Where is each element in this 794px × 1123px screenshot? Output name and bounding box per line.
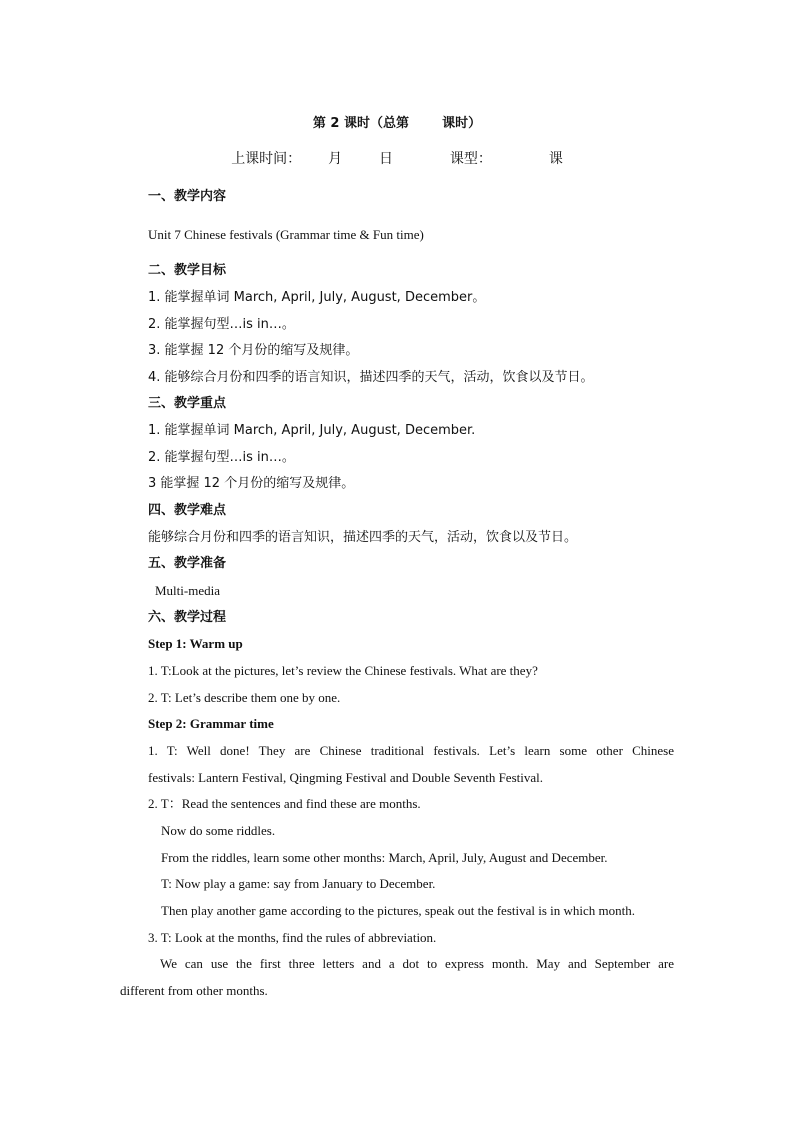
lesson-title	[0, 115, 794, 133]
goal-item: 2. 能掌握句型…is in…。	[148, 317, 295, 332]
step-2-item-3-paragraph-line-1: We can use the first three letters and a dot to express month. May and September are	[160, 956, 674, 971]
goal-item: 1. 能掌握单词 March, April, July, August, December。	[148, 290, 486, 305]
step-2-item-2-subline: Now do some riddles.	[161, 823, 276, 838]
preparation-text: Multi-media	[155, 583, 220, 598]
step-2-item-2-subline: From the riddles, learn some other months: March, April, July, August and December.	[161, 850, 608, 865]
step-1-line: 1. T:Look at the pictures, let’s review the Chinese festivals. What are they?	[148, 663, 538, 678]
focus-item: 2. 能掌握句型…is in…。	[148, 450, 295, 465]
meta-month: 月	[328, 151, 343, 167]
step-2-item-2-subline: T: Now play a game: say from January to December.	[161, 876, 436, 891]
section-heading-goals: 二、教学目标	[148, 263, 227, 278]
step-1-title: Step 1: Warm up	[148, 636, 243, 651]
step-2-item-3-paragraph-line-2: different from other months.	[120, 983, 268, 998]
content-text: Unit 7 Chinese festivals (Grammar time & Fun time)	[148, 227, 424, 242]
step-2-item-3-line: 3. T: Look at the months, find the rules of abbreviation.	[148, 930, 437, 945]
step-2-title: Step 2: Grammar time	[148, 716, 274, 731]
lesson-meta	[0, 150, 794, 168]
section-heading-content: 一、教学内容	[148, 189, 227, 204]
section-heading-difficulty: 四、教学难点	[148, 503, 227, 518]
focus-item: 1. 能掌握单词 March, April, July, August, December.	[148, 423, 476, 438]
goal-item: 4. 能够综合月份和四季的语言知识，描述四季的天气，活动，饮食以及节日。	[148, 370, 594, 385]
step-1-line: 2. T: Let’s describe them one by one.	[148, 690, 341, 705]
goal-item: 3. 能掌握 12 个月份的缩写及规律。	[148, 343, 359, 358]
focus-item: 3 能掌握 12 个月份的缩写及规律。	[148, 476, 355, 491]
step-2-item-2-line: 2. T：Read the sentences and find these are months.	[148, 796, 421, 811]
step-2-item-2-subline: Then play another game according to the pictures, speak out the festival is in which month.	[161, 903, 636, 918]
step-2-item-1-line-1: 1. T: Well done! They are Chinese traditional festivals. Let’s learn some other Chinese	[148, 743, 674, 758]
difficulty-text: 能够综合月份和四季的语言知识，描述四季的天气，活动，饮食以及节日。	[148, 530, 578, 545]
section-heading-preparation: 五、教学准备	[148, 556, 227, 571]
step-2-item-1-line-2: festivals: Lantern Festival, Qingming Festival and Double Seventh Festival.	[148, 770, 543, 785]
section-heading-focus: 三、教学重点	[148, 396, 227, 411]
lesson-title-left: 第 2 课时（总第	[312, 116, 410, 131]
section-heading-process: 六、教学过程	[148, 610, 227, 625]
meta-type-value: 课	[548, 151, 563, 167]
meta-type-label: 课型：	[449, 151, 492, 167]
meta-time-label: 上课时间：	[231, 151, 302, 167]
meta-day: 日	[379, 151, 393, 167]
lesson-title-right: 课时）	[442, 116, 482, 131]
